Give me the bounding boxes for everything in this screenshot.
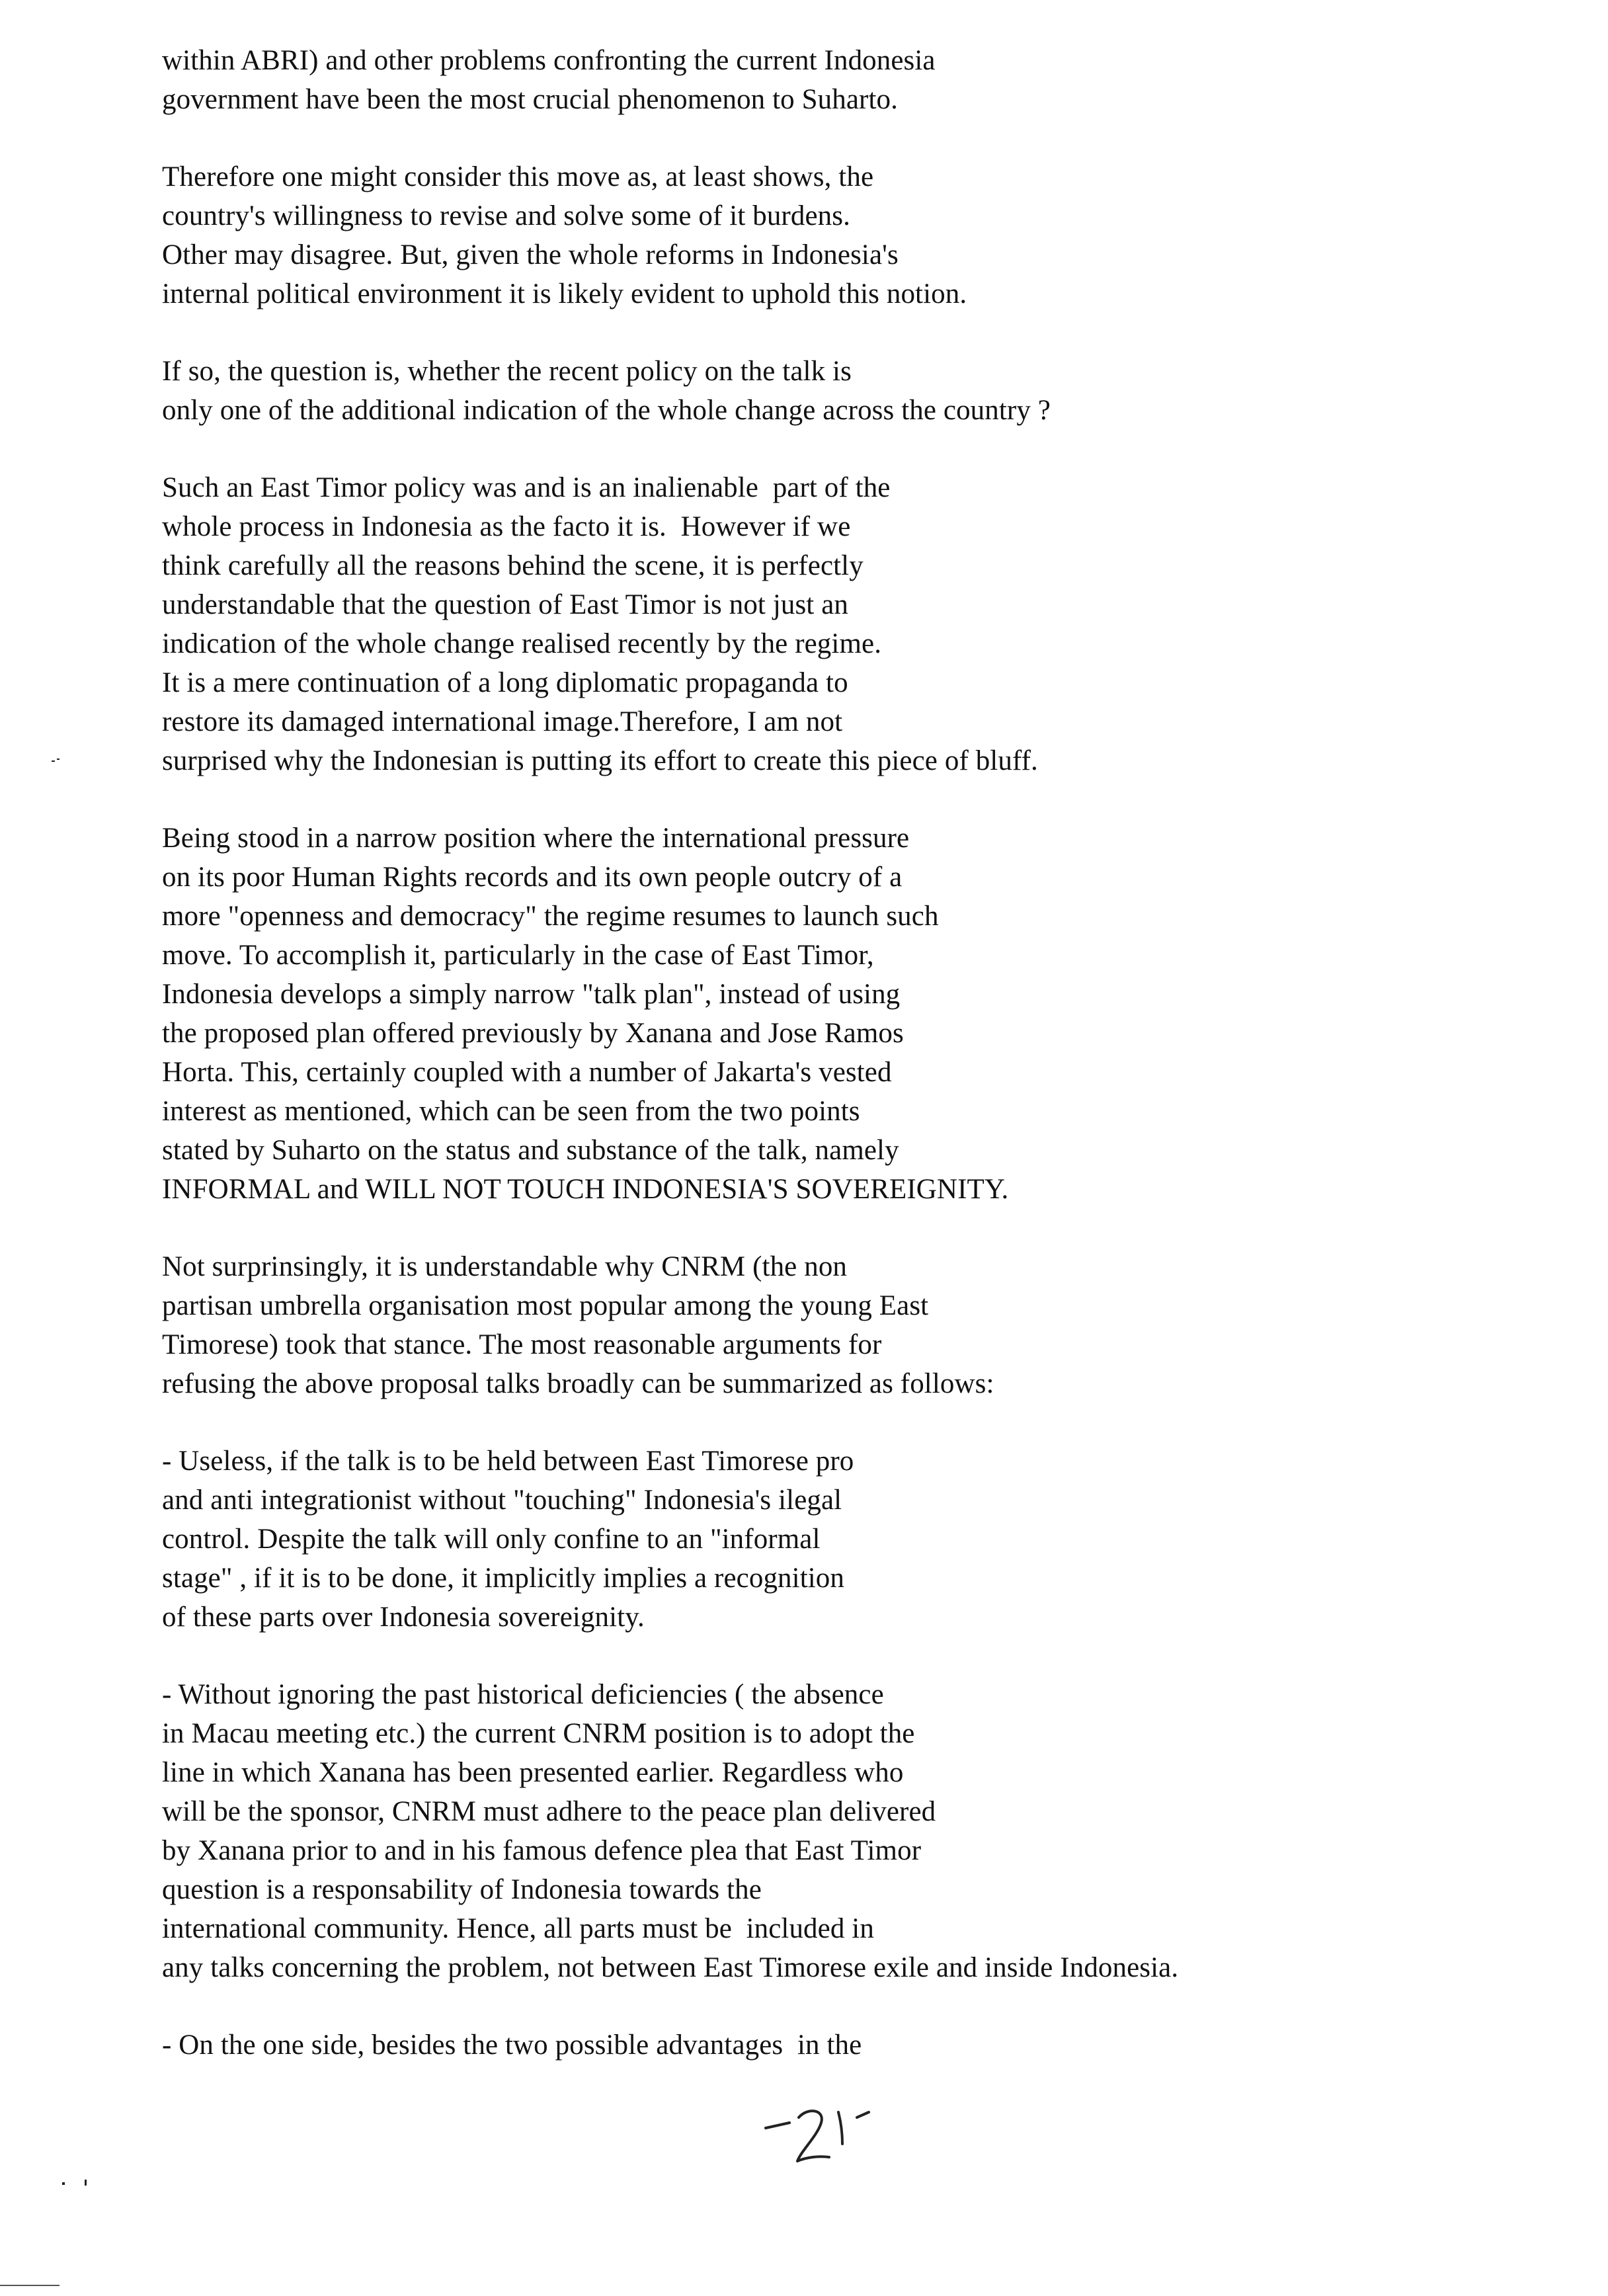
scan-speck [57,758,60,760]
text-line: question is a responsability of Indonesia towards the [162,1874,762,1905]
text-line: country's willingness to revise and solve some of it burdens. [162,200,850,231]
text-line: INFORMAL and WILL NOT TOUCH INDONESIA'S SOVEREIGNITY. [162,1174,1009,1205]
text-line: the proposed plan offered previously by Xanana and Jose Ramos [162,1018,904,1049]
paragraph [162,352,1570,430]
text-line: restore its damaged international image.Therefore, I am not [162,706,843,737]
scan-speck [85,2180,87,2186]
handwritten-page-number-icon [760,2103,879,2176]
text-line: in Macau meeting etc.) the current CNRM position is to adopt the [162,1718,915,1749]
text-line: move. To accomplish it, particularly in the case of East Timor, [162,940,874,971]
text-line: Such an East Timor policy was and is an inalienable part of the [162,472,891,503]
text-line: internal political environment it is likely evident to uphold this notion. [162,278,967,309]
paragraph [162,41,1570,119]
text-line: understandable that the question of East Timor is not just an [162,589,848,620]
paragraph [162,2026,1570,2065]
text-line: stated by Suharto on the status and substance of the talk, namely [162,1135,899,1166]
text-line: Therefore one might consider this move as, at least shows, the [162,161,874,192]
text-line: Other may disagree. But, given the whole reforms in Indonesia's [162,239,899,270]
text-line: - Useless, if the talk is to be held between East Timorese pro [162,1446,854,1477]
text-line: Being stood in a narrow position where the international pressure [162,823,910,854]
text-line: refusing the above proposal talks broadly can be summarized as follows: [162,1368,994,1399]
scan-speck [52,760,55,762]
text-line: only one of the additional indication of the whole change across the country ? [162,395,1051,426]
text-line: more "openness and democracy" the regime resumes to launch such [162,901,939,932]
text-line: surprised why the Indonesian is putting its effort to create this piece of bluff. [162,745,1038,776]
paragraph [162,157,1570,313]
paragraph [162,1442,1570,1637]
paragraph [162,1247,1570,1403]
page-number [760,2103,879,2176]
text-line: stage" , if it is to be done, it implicitly implies a recognition [162,1563,844,1594]
text-line: whole process in Indonesia as the facto it is. However if we [162,511,851,542]
paragraph [162,1675,1570,1987]
text-line: control. Despite the talk will only confine to an "informal [162,1524,821,1555]
text-line: within ABRI) and other problems confronting the current Indonesia [162,45,936,76]
text-line: Horta. This, certainly coupled with a number of Jakarta's vested [162,1057,892,1088]
text-line: any talks concerning the problem, not between East Timorese exile and inside Indonesia. [162,1952,1179,1983]
paragraph [162,468,1570,780]
text-line: partisan umbrella organisation most popular among the young East [162,1290,929,1321]
text-line: government have been the most crucial phenomenon to Suharto. [162,84,898,115]
text-line: - On the one side, besides the two possible advantages in the [162,2030,862,2061]
text-line: of these parts over Indonesia sovereignity. [162,1602,645,1633]
text-line: and anti integrationist without "touching" Indonesia's ilegal [162,1485,842,1516]
text-line: - Without ignoring the past historical deficiencies ( the absence [162,1679,884,1710]
text-line: Timorese) took that stance. The most reasonable arguments for [162,1329,882,1360]
text-line: think carefully all the reasons behind the scene, it is perfectly [162,550,864,581]
paragraph [162,819,1570,1209]
text-line: interest as mentioned, which can be seen from the two points [162,1096,860,1127]
text-line: by Xanana prior to and in his famous defence plea that East Timor [162,1835,922,1866]
text-line: Not surprinsingly, it is understandable why CNRM (the non [162,1251,848,1282]
text-line: If so, the question is, whether the recent policy on the talk is [162,356,852,387]
scan-edge-line [0,2285,60,2286]
text-line: line in which Xanana has been presented earlier. Regardless who [162,1757,904,1788]
text-line: international community. Hence, all parts must be included in [162,1913,874,1944]
text-line: on its poor Human Rights records and its own people outcry of a [162,862,903,893]
text-line: will be the sponsor, CNRM must adhere to the peace plan delivered [162,1796,936,1827]
text-line: Indonesia develops a simply narrow "talk plan", instead of using [162,979,901,1010]
text-line: It is a mere continuation of a long diplomatic propaganda to [162,667,848,698]
document-body [162,41,1570,2103]
text-line: indication of the whole change realised recently by the regime. [162,628,882,659]
scan-speck [62,2182,65,2185]
